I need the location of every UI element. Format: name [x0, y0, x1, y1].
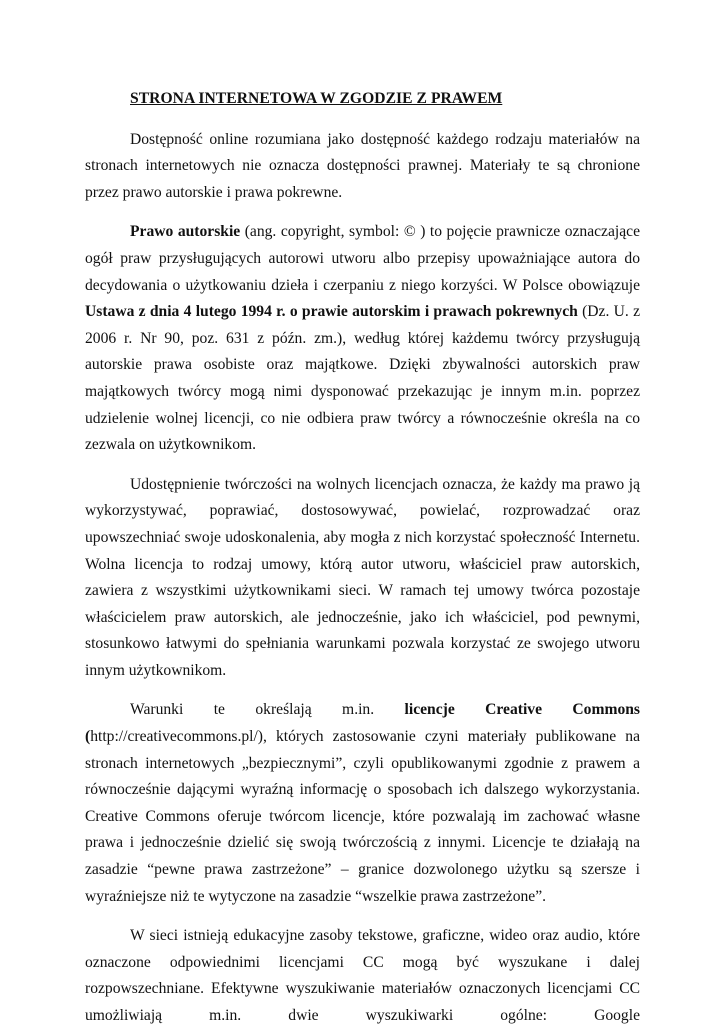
- paragraph-availability: Dostępność online rozumiana jako dostępność każdego rodzaju materiałów na stronach internetowych nie oznacza dostępności prawnej. Materiały te są chronione przez prawo autorskie i prawa pokrewne.: [85, 130, 640, 201]
- copyright-text-a: (ang. copyright, symbol: © ) to pojęcie prawnicze oznaczające ogół praw przysługujących autorowi utworu albo przepisy upoważniające autora do decydowania o użytkowaniu dzieła i czerpaniu z niego korzyści. W Polsce obowiązuje: [85, 223, 640, 294]
- paragraph-search: W sieci istnieją edukacyjne zasoby tekstowe, graficzne, wideo oraz audio, które oznaczone odpowiednimi licencjami CC mogą być wyszukane i dalej rozpowszechniane. Efektywne wyszukiwanie materiałów oznaczonych licencjami CC umożliwiają m.in. dwie wyszukiwarki ogólne: Google: [85, 927, 640, 1024]
- paragraph-copyright: [85, 219, 640, 458]
- cc-text-b: http://creativecommons.pl/), których zastosowanie czyni materiały publikowane na stronach internetowych „bezpiecznymi”, czyli opublikowanymi zgodnie z prawem a równocześnie dającymi wyraźną informację o sposobach ich dalszego wykorzystania. Creative Commons oferuje twórcom licencje, które pozwalają im zachować własne prawa i jednocześnie dzielić się swoją twórczością z innymi. Licencje te działają na zasadzie “pewne prawa zastrzeżone” – granice dozwolonego użytku są szersze i wyraźniejsze niż te wytyczone na zasadzie “wszelkie prawa zastrzeżone”.: [85, 728, 640, 905]
- copyright-text-b: (Dz. U. z 2006 r. Nr 90, poz. 631 z późn. zm.), według której każdemu twórcy przysługują autorskie prawa osobiste oraz majątkowe. Dzięki zbywalności autorskich praw majątkowych twórcy mogą nimi dysponować przekazując je innym m.in. poprzez udzielenie wolnej licencji, co nie odbiera praw twórcy a równocześnie określa na co zezwala on użytkownikom.: [85, 303, 640, 454]
- law-title: Ustawa z dnia 4 lutego 1994 r. o prawie autorskim i prawach pokrewnych: [85, 303, 578, 321]
- term-copyright: Prawo autorskie: [130, 223, 241, 241]
- paragraph-free-licences: Udostępnienie twórczości na wolnych licencjach oznacza, że każdy ma prawo ją wykorzystywać, poprawiać, dostosowywać, powielać, rozprowadzać oraz upowszechniać swoje udoskonalenia, aby mogła z nich korzystać społeczność Internetu. Wolna licencja to rodzaj umowy, którą autor utworu, właściciel praw autorskich, zawiera z wszystkimi użytkownikami sieci. W ramach tej umowy twórca pozostaje właścicielem praw autorskich, ale jednocześnie, jako ich właściciel, pod pewnymi, stosunkowo łatwymi do spełniania warunkami pozwala korzystać ze swojego utworu innym użytkownikom.: [85, 475, 640, 679]
- cc-text-a: Warunki te określają m.in.: [130, 701, 405, 719]
- cc-licences-term: licencje Creative Commons (: [85, 701, 640, 746]
- paragraph-creative-commons: [85, 697, 640, 910]
- page-title: STRONA INTERNETOWA W ZGODZIE Z PRAWEM: [130, 90, 503, 107]
